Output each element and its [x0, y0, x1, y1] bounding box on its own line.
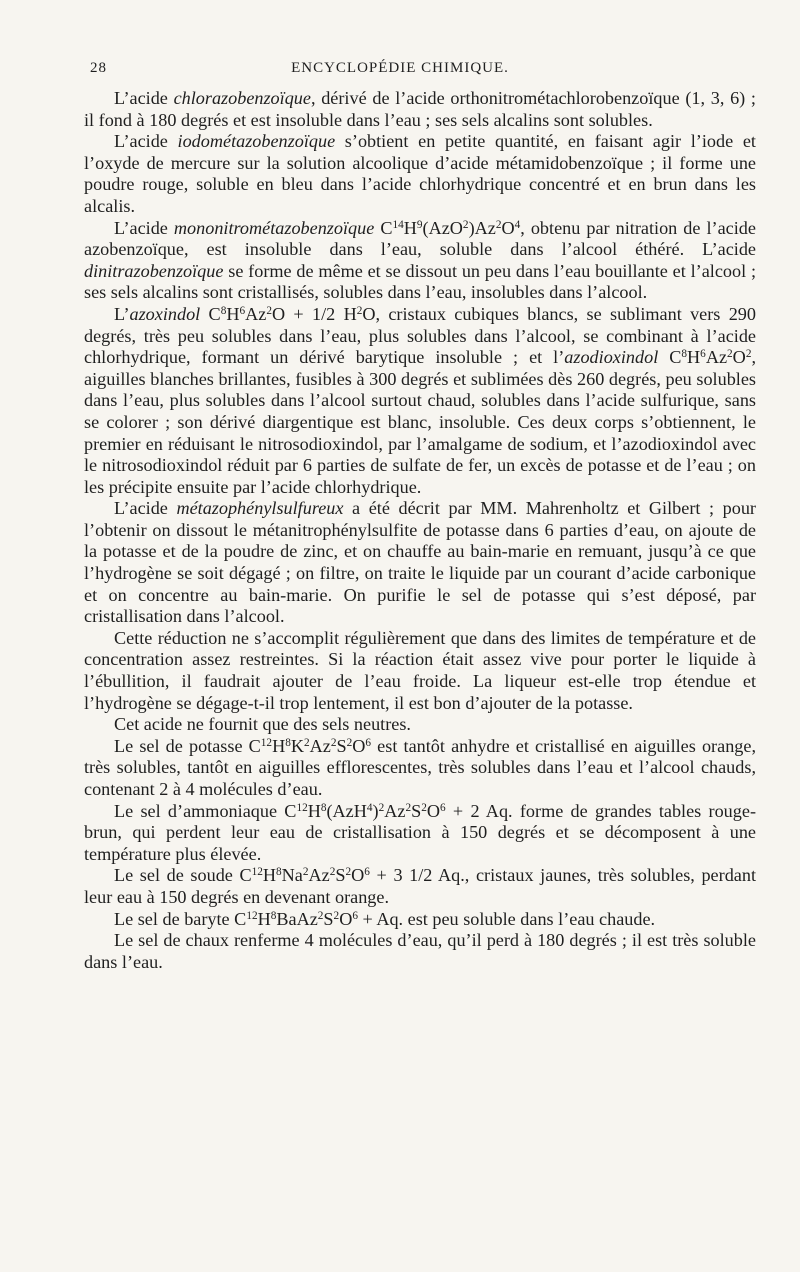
text-run: O — [339, 908, 353, 929]
text-run: O — [351, 865, 365, 886]
text-run: Az — [384, 800, 406, 821]
paragraph — [84, 736, 756, 801]
text-run: Az — [705, 347, 728, 368]
formula-superscript: 2 — [346, 736, 353, 749]
text-run: + Aq. est peu soluble dans l’eau chaude. — [357, 908, 656, 929]
text-run: + 3 1/2 Aq., cristaux jaunes, très solubles, perdant leur eau à 150 degrés en devenant orange. — [84, 865, 757, 907]
paragraph — [84, 131, 756, 217]
text-run: Az — [308, 865, 330, 886]
text-run: O — [501, 217, 515, 238]
formula-superscript: 2 — [333, 909, 340, 922]
text-run: L’acide — [114, 498, 177, 519]
formula-superscript: 2 — [345, 866, 352, 879]
paragraph — [84, 628, 756, 714]
body-text — [84, 88, 756, 973]
text-run: S — [323, 908, 334, 929]
formula-superscript: 4 — [366, 801, 373, 814]
text-run: se forme de même et se dissout un peu dans l’eau bouillante et l’alcool ; ses sels alcalins sont cristallisés, solubles dans l’eau, insolubles dans l’alcool. — [84, 260, 756, 303]
formula-superscript: 2 — [303, 736, 310, 749]
formula-superscript: 2 — [462, 218, 469, 231]
formula-superscript: 8 — [320, 801, 327, 814]
text-run: ) — [372, 800, 379, 821]
paragraph — [84, 865, 756, 908]
formula-superscript: 6 — [364, 866, 370, 879]
text-run: Az — [245, 303, 267, 324]
formula-superscript: 2 — [329, 866, 336, 879]
formula-superscript: 14 — [392, 218, 404, 231]
formula-superscript: 2 — [302, 866, 309, 879]
text-run: S — [411, 800, 422, 821]
text-run: H — [262, 865, 277, 886]
formula-superscript: 8 — [681, 347, 688, 360]
text-run: H — [272, 735, 286, 756]
text-run: Le sel de chaux renferme 4 molécules d’eau, qu’il perd à 180 degrés ; il est très soluble dans l’eau. — [84, 930, 756, 972]
compound-name: iodométazobenzoïque — [177, 131, 336, 152]
formula-superscript: 8 — [220, 304, 227, 317]
text-run: Le sel de potasse C — [114, 735, 261, 756]
formula-superscript: 6 — [700, 347, 706, 360]
running-head — [84, 58, 716, 82]
text-run: L’ — [114, 303, 130, 324]
text-run: est tantôt anhydre et cristallisé en aiguilles orange, très solubles, tantôt en aiguilles efflorescentes, très solubles dans l’eau et l’alcool chauds, contenant 2 à 4 molécules d’eau. — [84, 735, 756, 799]
text-run: O — [732, 347, 746, 368]
text-run: Cet acide ne fournit que des sels neutres. — [114, 714, 411, 735]
text-run: C — [658, 347, 682, 368]
paragraph — [84, 801, 756, 866]
formula-superscript: 2 — [378, 801, 385, 814]
text-run: O — [426, 800, 440, 821]
paragraph — [84, 88, 756, 131]
text-run: Le sel d’ammoniaque C — [114, 800, 297, 821]
text-run: H — [403, 217, 417, 238]
text-run: H — [226, 303, 240, 324]
compound-name: azoxindol — [129, 303, 201, 324]
formula-superscript: 4 — [514, 218, 521, 231]
formula-superscript: 8 — [285, 736, 291, 749]
text-run: L’acide — [114, 88, 174, 108]
paragraph — [84, 304, 756, 498]
text-run: Az — [309, 735, 331, 756]
text-run: L’acide — [114, 131, 178, 152]
text-run: O + 1/2 H — [271, 303, 357, 324]
formula-superscript: 12 — [296, 801, 308, 814]
text-run: , dérivé de l’acide orthonitrométachlorobenzoïque (1, 3, 6) ; il fond à 180 degrés et est insoluble dans l’eau ; ses sels alcalins sont solubles. — [84, 88, 756, 130]
formula-superscript: 8 — [276, 866, 282, 879]
compound-name: dinitrazobenzoïque — [84, 260, 224, 281]
formula-superscript: 6 — [440, 801, 446, 814]
text-run: Cette réduction ne s’accomplit régulièrement que dans des limites de température et de concentration assez restreintes. Si la réaction était assez vive pour porter le liquide à l’ébullition, il faudrait ajouter de l’eau froide. La liqueur est-elle trop étendue et l’hydrogène se dégage-t-il trop lentement, il est bon d’ajouter de la potasse. — [84, 627, 756, 713]
text-run: L’acide — [114, 217, 174, 238]
text-run: (AzO — [422, 217, 463, 238]
text-run: Na — [281, 865, 303, 886]
formula-superscript: 8 — [270, 909, 277, 922]
compound-name: azodioxindol — [564, 347, 659, 368]
formula-superscript: 9 — [416, 218, 423, 231]
text-run: C — [374, 217, 393, 238]
text-run: , aiguilles blanches brillantes, fusibles à 300 degrés et sublimées dès 260 degrés, peu solubles dans l’eau, plus solubles dans l’alcool surtout chaud, solubles dans l’acide sulfurique, sans se colorer ; son dérivé diargentique est blanc, insoluble. Ces deux corps s’obtiennent, le premier en réduisant le nitrosodioxindol, par l’amalgame de sodium, et l’azodioxindol avec le nitrosodioxindol réduit par 6 parties de sulfate de fer, un excès de potasse et de l’eau ; on les précipite ensuite par l’acide chlorhydrique. — [84, 347, 756, 497]
text-run: H — [307, 800, 321, 821]
paragraph — [84, 909, 756, 931]
text-run: (AzH — [326, 800, 367, 821]
formula-superscript: 2 — [266, 304, 272, 317]
running-title: ENCYCLOPÉDIE CHIMIQUE. — [291, 60, 509, 76]
formula-superscript: 2 — [317, 909, 324, 922]
formula-superscript: 12 — [260, 736, 273, 749]
formula-superscript: 2 — [495, 218, 502, 231]
text-run: O — [352, 735, 366, 756]
text-run: Le sel de baryte C — [114, 908, 247, 929]
formula-superscript: 6 — [352, 909, 358, 922]
text-run: + 2 Aq. forme de grandes tables rouge-brun, qui perdent leur eau de cristallisation à 150 degrés et se décomposent à une température plus élevée. — [84, 800, 756, 864]
formula-superscript: 2 — [405, 801, 412, 814]
formula-superscript: 6 — [365, 736, 372, 749]
formula-superscript: 12 — [251, 866, 263, 879]
formula-superscript: 2 — [745, 347, 752, 360]
text-run: , obtenu par nitration de l’acide azobenzoïque, est insoluble dans l’eau, soluble dans l’alcool éthéré. L’acide — [84, 217, 756, 260]
text-run: )Az — [468, 217, 496, 238]
text-run: K — [290, 735, 304, 756]
text-run: a été décrit par MM. Mahrenholtz et Gilbert ; pour l’obtenir on dissout le métanitrophénylsulfite de potasse dans 6 parties d’eau, on ajoute de la potasse et de la poudre de zinc, et on chauffe au bain-marie en remuant, jusqu’à ce que l’hydrogène se soit dégagé ; on filtre, on traite le liquide par un courant d’acide carbonique et on concentre au bain-marie. On purifie le sel de potasse qui s’est déposé, par cristallisation dans l’alcool. — [84, 498, 756, 627]
text-run: S — [336, 735, 347, 756]
compound-name: métazophénylsulfureux — [176, 498, 344, 519]
text-run: H — [257, 908, 271, 929]
text-run: H — [687, 347, 701, 368]
text-run: S — [335, 865, 346, 886]
formula-superscript: 2 — [727, 347, 733, 360]
text-run: BaAz — [276, 908, 318, 929]
compound-name: chlorazobenzoïque — [173, 88, 311, 108]
text-run: C — [200, 303, 221, 324]
paragraph — [84, 714, 756, 736]
formula-superscript: 2 — [356, 304, 363, 317]
formula-superscript: 2 — [330, 736, 337, 749]
formula-superscript: 12 — [246, 909, 258, 922]
text-run: Le sel de soude C — [114, 865, 252, 886]
formula-superscript: 2 — [421, 801, 427, 814]
compound-name: mononitrométazobenzoïque — [173, 217, 375, 238]
paragraph — [84, 498, 756, 628]
formula-superscript: 6 — [239, 304, 246, 317]
text-run: s’obtient en petite quantité, en faisant agir l’iode et l’oxyde de mercure sur la solution alcoolique d’acide métamidobenzoïque ; il forme une poudre rouge, soluble en bleu dans l’acide chlorhydrique concentré et en brun dans les alcalis. — [84, 131, 756, 216]
paragraph — [84, 218, 756, 304]
page-number: 28 — [90, 60, 107, 76]
text-run: O, cristaux cubiques blancs, se sublimant vers 290 degrés, très peu solubles dans l’eau, plus solubles dans l’alcool, se combinant à l’acide chlorhydrique, formant un dérivé barytique insoluble ; et l’ — [84, 303, 756, 368]
paragraph — [84, 930, 756, 973]
